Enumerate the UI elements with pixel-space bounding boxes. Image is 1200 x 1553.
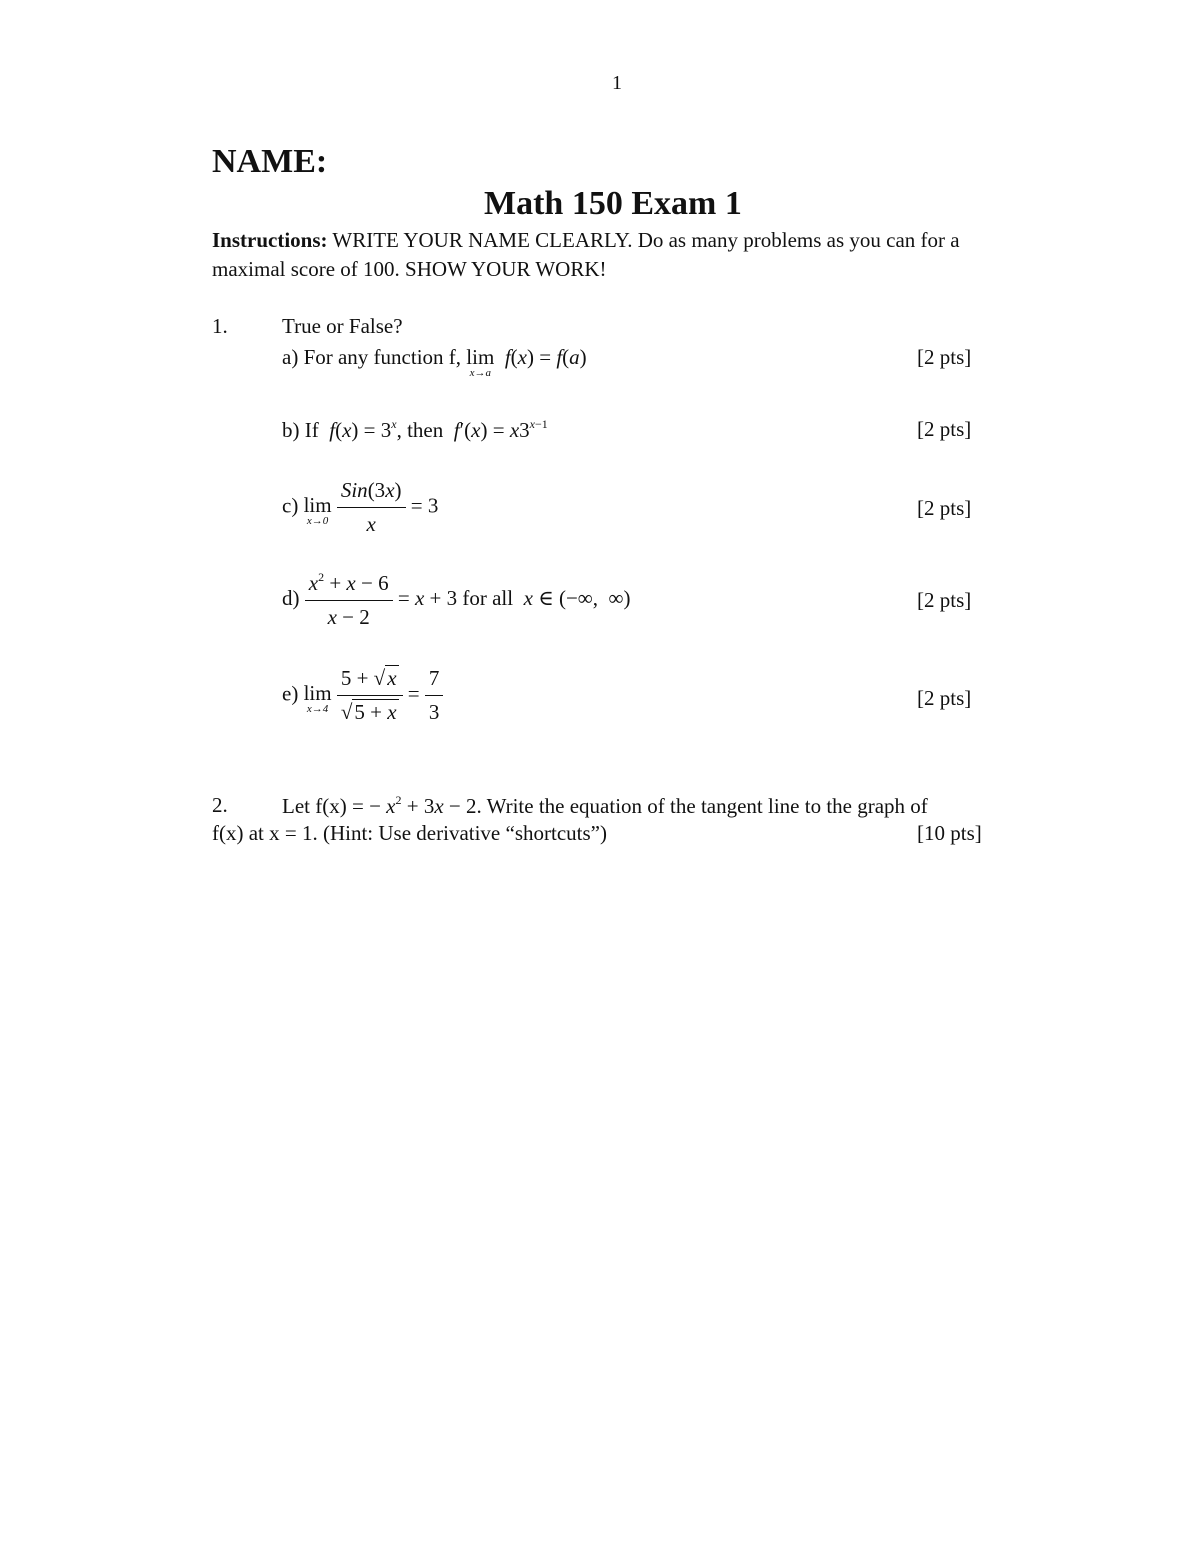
part-d-label: d) (282, 585, 300, 610)
part-c-points: [2 pts] (917, 496, 972, 520)
part-a: a) For any function f, lim x→a f(x) = f(a) (282, 345, 587, 379)
problem-2-number: 2. (212, 793, 228, 817)
problem-2-line-2: f(x) at x = 1. (Hint: Use derivative “shortcuts”) (212, 821, 607, 845)
fraction: $\frac{x^2 + x - 6}{x - 2}$ (305, 570, 393, 630)
instructions-text: WRITE YOUR NAME CLEARLY. Do as many problems as you can for a maximal score of 100. SHOW YOUR WORK! (212, 228, 960, 281)
math-expression: $f'(x) = x3^{x-1}$ (453, 417, 548, 442)
problem-2-points: [10 pts] (917, 821, 982, 845)
limit-expression: lim x→0 (303, 493, 332, 528)
name-label: NAME: (212, 143, 328, 180)
part-d-for-all: for all (462, 585, 514, 610)
part-c-label: c) (282, 493, 299, 518)
fraction: $\frac{5 + √x}{√5 + x}$ (337, 666, 403, 725)
problem-1-heading: True or False? (282, 314, 403, 338)
math-expression: f (499, 345, 511, 369)
problem-2-lead: Let f(x) = (282, 794, 364, 818)
part-d-points: [2 pts] (917, 588, 972, 612)
page-number: 1 (612, 72, 622, 94)
problem-1-number: 1. (212, 314, 228, 338)
part-e-points: [2 pts] (917, 686, 972, 710)
problem-2-line-1 (282, 793, 928, 819)
part-c: c) lim x→0 $\frac{\text{Sin(3x)}}{x}$ = 3 (282, 478, 439, 536)
part-b-then: , then (396, 418, 444, 442)
part-d: d) $\frac{x^2 + x - 6}{x - 2}$ = x + 3 for all x ∈ (−∞, ∞) (282, 570, 631, 629)
part-b-label: b) If (282, 418, 319, 442)
part-b-points: [2 pts] (917, 417, 972, 441)
part-e-label: e) (282, 681, 299, 706)
part-a-points: [2 pts] (917, 345, 972, 369)
limit-expression: lim x→a (466, 345, 495, 379)
limit-expression: lim x→4 (303, 681, 332, 716)
exam-title: Math 150 Exam 1 (484, 185, 742, 222)
instructions (212, 226, 1012, 284)
fraction: $\frac{7}{3}$ (425, 666, 444, 725)
math-expression: $f(x) = 3^x$ (329, 417, 397, 442)
part-e: e) lim x→4 $\frac{5 + √x}{√5 + x}$ = $\frac{7}{3}$ (282, 666, 443, 725)
problem-2-tail: . Write the equation of the tangent line to the graph of (476, 794, 928, 818)
part-a-label: a) For any function f, (282, 345, 462, 369)
part-b (282, 417, 548, 443)
fraction: $\frac{\text{Sin(3x)}}{x}$ (337, 478, 406, 537)
instructions-label: Instructions: (212, 228, 328, 252)
math-expression: − $x^2 + 3x - 2$ (369, 793, 477, 818)
